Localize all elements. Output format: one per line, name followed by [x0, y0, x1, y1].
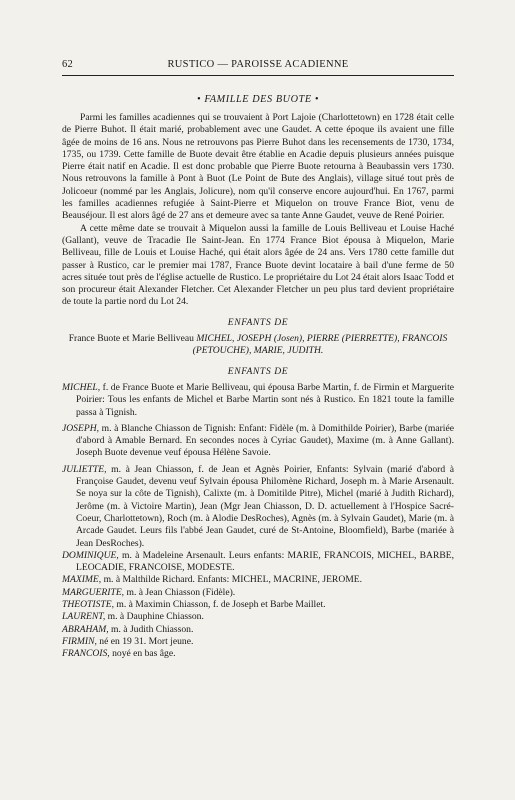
body-text — [62, 112, 454, 660]
entry-text: m. à Jean Chiasson (Fidèle). — [124, 586, 236, 598]
running-title: RUSTICO — PAROISSE ACADIENNE — [167, 59, 349, 70]
section-title: • FAMILLE DES BUOTE • — [197, 94, 319, 105]
entry-text: f. de France Buote et Marie Belliveau, qui épousa Barbe Martin, f. de Firmin et Marguerite Poirier: Tous les enfants de Michel et Barbe Martin sont nés à Rustico. En 1821 toute la famille passa à Tignish. — [76, 381, 454, 418]
enfants-heading: ENFANTS DE — [227, 316, 289, 328]
genealogy-entry — [62, 464, 454, 550]
genealogy-entry — [62, 648, 454, 660]
genealogy-entry — [62, 611, 454, 623]
entry-text: né en 19 31. Mort jeune. — [96, 635, 194, 647]
entry-name: JULIETTE, — [62, 463, 107, 475]
entry-text: noyé en bas âge. — [109, 648, 176, 660]
entry-text: m. à Jean Chiasson, f. de Jean et Agnès Poirier, Enfants: Sylvain (marié d'abord à Françoise Gaudet, devenu veuf Sylvain épousa Philomène Richard, Joseph m. à Marie Arsenault. Se noya sur la côte de Tignish), Calixte (m. à Domitilde Pitre), Michel (marié à Judith Richard), Jerôme (m. à Victoire Martin), Jean (Mgr Jean Chiasson, D. D. actuellement à l'Hospice Sacré-Coeur, Charlottetown), Roch (m. à Alodie DesRoches), Agnès (m. à Sylvain Gaudet), Marie (m. à Arcade Gaudet. Leurs fils l'abbé Jean Gaudet, curé de St-Antoine, Bloomfield), Barbe (mariée à Jean DesRoches). — [76, 463, 454, 549]
entry-name: DOMINIQUE, — [62, 549, 119, 561]
entry-name: LAURENT, — [62, 611, 106, 623]
entry-text: m. à Malthilde Richard. Enfants: MICHEL, MACRINE, JEROME. — [101, 574, 363, 586]
couple-line — [62, 333, 454, 358]
entry-name: MICHEL, — [62, 381, 101, 393]
entry-text: m. à Dauphine Chiasson. — [105, 611, 204, 623]
entry-name: JOSEPH, — [62, 422, 100, 434]
genealogy-entry — [62, 423, 454, 460]
entry-text: m. à Judith Chiasson. — [108, 623, 194, 635]
paragraph: A cette même date se trouvait à Miquelon aussi la famille de Louis Belliveau et Louise Haché (Gallant), veuve de Tracadie Ile Saint-Jean. En 1774 France Biot épousa à Miquelon, Marie Belliveau, fille de Louis et Louise Haché, qui était alors âgée de 24 ans. Vers 1780 cette famille dut passer à Rustico, car le premier mai 1787, France Buote devint locataire à bail d'une ferme de 50 acres située tout près de l'église actuelle de Rustico. Le propriétaire du Lot 24 était alors Isaac Todd et son procureur était Alexander Fletcher. Cet Alexander Fletcher un peu plus tard devient propriétaire de toute la partie nord du Lot 24. — [62, 222, 454, 308]
header-rule — [62, 75, 454, 76]
entry-name: THEOTISTE, — [62, 598, 114, 610]
genealogy-entry — [62, 636, 454, 648]
entry-name: FRANCOIS, — [62, 648, 110, 660]
page-number: 62 — [62, 59, 74, 70]
genealogy-entry — [62, 550, 454, 575]
enfants-heading: ENFANTS DE — [227, 365, 289, 377]
genealogy-entry — [62, 599, 454, 611]
entry-text: m. à Blanche Chiasson de Tignish: Enfant: Fidèle (m. à Domithilde Poirier), Barbe (mariée d'abord à Amable Bernard. En secondes noces à Cyriac Gaudet), Maxime (m. à Anne Gallant). Joseph Buote devenue veuf épousa Hélène Savoie. — [76, 422, 454, 459]
children-names: MICHEL, JOSEPH (Josen), PIERRE (PIERRETTE), FRANCOIS (PETOUCHE), MARIE, JUDITH. — [192, 333, 448, 357]
entry-name: ABRAHAM, — [62, 623, 109, 635]
genealogy-entry — [62, 587, 454, 599]
entry-text: m. à Maximin Chiasson, f. de Joseph et Barbe Maillet. — [113, 598, 326, 610]
entry-name: MARGUERITE, — [62, 586, 125, 598]
entry-name: MAXIME, — [62, 574, 102, 586]
couple-prefix: France Buote et Marie Belliveau — [68, 333, 197, 345]
genealogy-entry — [62, 574, 454, 586]
entry-name: FIRMIN, — [62, 635, 97, 647]
genealogy-entry — [62, 382, 454, 419]
genealogy-entry — [62, 624, 454, 636]
entry-text: m. à Madeleine Arsenault. Leurs enfants: MARIE, FRANCOIS, MICHEL, BARBE, LEOCADIE, FRANCOISE, MODESTE. — [76, 549, 454, 574]
paragraph: Parmi les familles acadiennes qui se trouvaient à Port Lajoie (Charlottetown) en 1728 était celle de Pierre Buhot. Il était marié, probablement avec une Gaudet. A cette époque ils avaient une fille âgée de moins de 16 ans. Nous ne retrouvons pas Pierre Buhot dans les recensements de 1730, 1734, 1735, ou 1739. Cette famille de Buote devait être établie en Acadie depuis plusieurs années puisque Pierre était natif en Acadie. Il est donc probable que Pierre Buote retourna à Beaubassin vers 1730. Nous retrouvons la famille à Pont à Buot (Le Point de Bute des Anglais), village situé tout près de Jolicoeur (nommé par les Anglais, Jolicure), nom qu'il conserve encore aujourd'hui. En 1767, parmi les familles acadiennes refugiée à Saint-Pierre et Miquelon on trouve France Biot, venu de Beauséjour. Il est alors âgé de 27 ans et demeure avec sa tante Anne Gaudet, veuve de René Poirier. — [62, 112, 454, 222]
